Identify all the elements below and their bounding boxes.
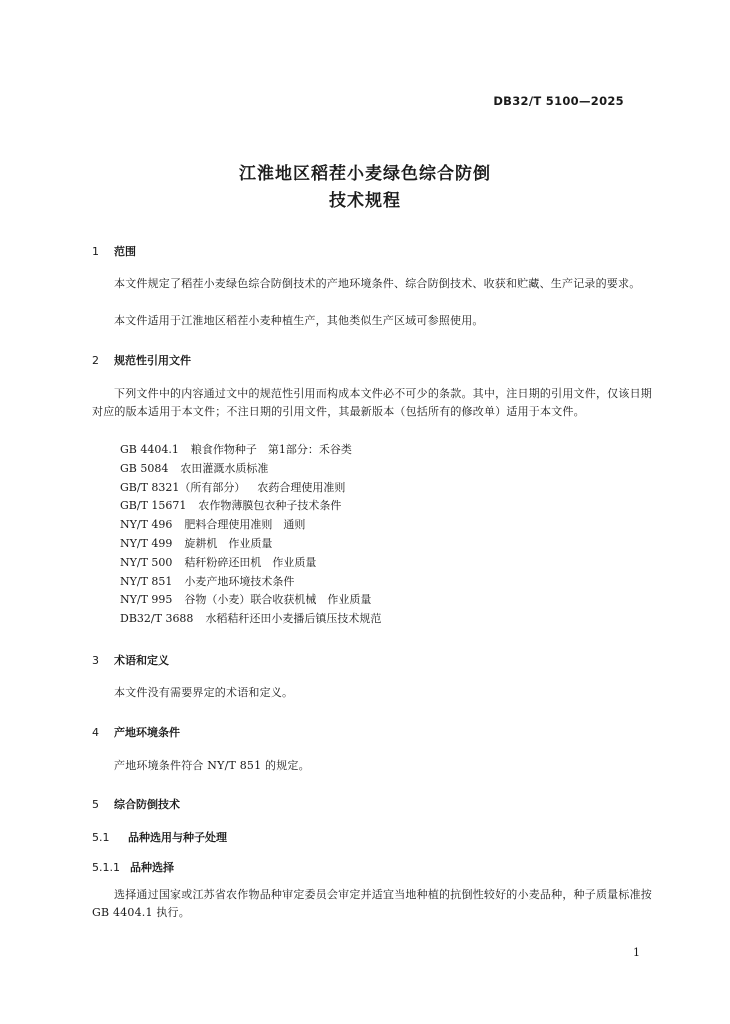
section-5-heading	[92, 796, 180, 812]
reference-title: 水稻秸秆还田小麦播后镇压技术规范	[205, 612, 382, 626]
reference-item	[120, 479, 381, 498]
reference-title: 肥料合理使用准则 通则	[184, 518, 306, 532]
section-title: 品种选择	[130, 861, 174, 874]
section-1-heading	[92, 243, 136, 259]
reference-code: NY/T 851	[120, 574, 173, 588]
reference-title: 农田灌溉水质标准	[180, 461, 269, 475]
reference-code: GB/T 8321（所有部分）	[120, 480, 246, 494]
normative-reference-list	[120, 441, 381, 629]
section-5-1-heading	[92, 829, 227, 845]
reference-item	[120, 497, 381, 516]
section-title: 规范性引用文件	[114, 354, 191, 367]
section-5-1-1-heading	[92, 859, 174, 875]
reference-title: 旋耕机 作业质量	[184, 536, 273, 550]
reference-item	[120, 441, 381, 460]
section-1-paragraph-1: 本文件规定了稻茬小麦绿色综合防倒技术的产地环境条件、综合防倒技术、收获和贮藏、生产记录的要求。	[114, 277, 641, 290]
reference-code: NY/T 995	[120, 593, 173, 607]
section-4-paragraph: 产地环境条件符合 NY/T 851 的规定。	[114, 759, 310, 772]
reference-title: 农药合理使用准则	[257, 480, 346, 494]
section-title: 品种选用与种子处理	[128, 831, 227, 844]
reference-item	[120, 516, 381, 535]
reference-title: 粮食作物种子 第1部分：禾谷类	[190, 443, 352, 456]
reference-code: NY/T 500	[120, 555, 173, 569]
reference-code: DB32/T 3688	[120, 612, 194, 626]
section-number: 5	[92, 798, 99, 811]
section-5-1-1-paragraph: 选择通过国家或江苏省农作物品种审定委员会审定并适宜当地种植的抗倒性较好的小麦品种，种子质量标准按 GB 4404.1 执行。	[92, 888, 652, 920]
document-number: DB32/T 5100—2025	[493, 94, 624, 108]
reference-code: NY/T 496	[120, 518, 173, 532]
section-number: 5.1	[92, 831, 110, 844]
reference-item	[120, 554, 381, 573]
section-3-paragraph: 本文件没有需要界定的术语和定义。	[114, 686, 294, 699]
reference-title: 农作物薄膜包衣种子技术条件	[198, 499, 342, 513]
section-number: 5.1.1	[92, 861, 120, 874]
reference-title: 谷物（小麦）联合收获机械 作业质量	[184, 593, 372, 607]
section-title: 产地环境条件	[114, 726, 180, 739]
section-number: 2	[92, 354, 99, 367]
reference-title: 小麦产地环境技术条件	[184, 574, 295, 588]
section-number: 4	[92, 726, 99, 739]
section-title: 范围	[114, 245, 136, 258]
reference-item	[120, 610, 381, 629]
reference-item	[120, 591, 381, 610]
reference-code: NY/T 499	[120, 536, 173, 550]
section-title: 综合防倒技术	[114, 798, 180, 811]
reference-code: GB/T 15671	[120, 499, 187, 513]
reference-title: 秸秆粉碎还田机 作业质量	[184, 555, 317, 569]
section-2-intro: 下列文件中的内容通过文中的规范性引用而构成本文件必不可少的条款。其中，注日期的引用文件，仅该日期对应的版本适用于本文件；不注日期的引用文件，其最新版本（包括所有的修改单）适用于本文件。	[92, 387, 652, 419]
section-number: 1	[92, 245, 99, 258]
reference-code: GB 5084	[120, 461, 169, 475]
document-title-line-2: 技术规程	[329, 191, 401, 211]
reference-item	[120, 460, 381, 479]
page-number: 1	[633, 946, 640, 959]
section-4-heading	[92, 724, 180, 740]
reference-code: GB 4404.1	[120, 443, 179, 456]
section-2-heading	[92, 352, 191, 368]
document-title-line-1: 江淮地区稻茬小麦绿色综合防倒	[239, 164, 491, 184]
section-number: 3	[92, 654, 99, 667]
reference-item	[120, 535, 381, 554]
section-3-heading	[92, 652, 169, 668]
section-title: 术语和定义	[114, 654, 169, 667]
reference-item	[120, 573, 381, 592]
section-1-paragraph-2: 本文件适用于江淮地区稻茬小麦种植生产，其他类似生产区域可参照使用。	[114, 314, 484, 327]
